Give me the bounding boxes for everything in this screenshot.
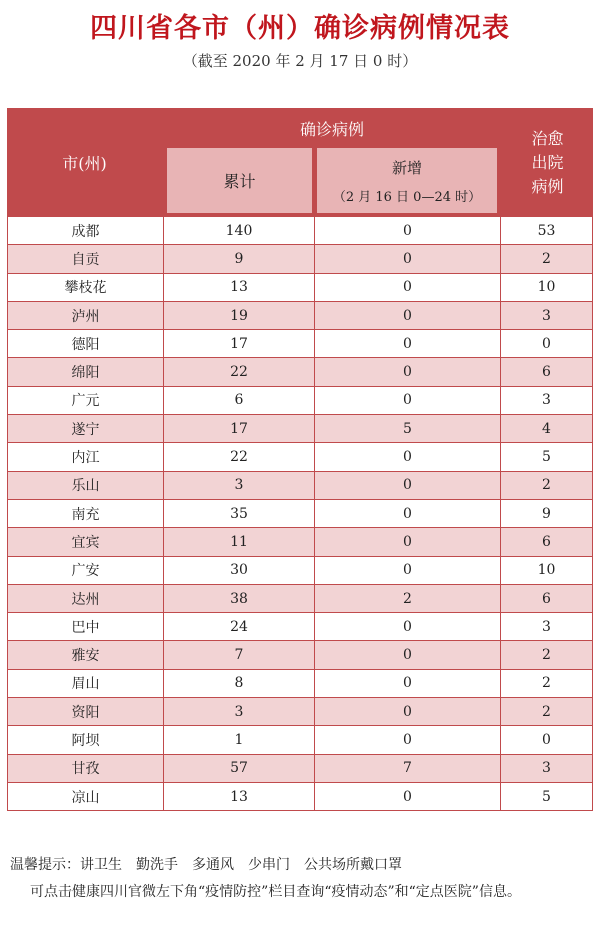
cured-cell: 6 — [542, 533, 551, 550]
city-cell: 乐山 — [8, 472, 164, 499]
total-cell: 13 — [164, 274, 315, 301]
total-cell: 8 — [164, 670, 315, 697]
table-row — [8, 500, 592, 528]
table-row — [8, 755, 592, 783]
total-cell: 24 — [164, 613, 315, 640]
new-cell: 0 — [315, 358, 501, 385]
cured-cell: 3 — [542, 307, 551, 324]
city-cell: 雅安 — [8, 641, 164, 668]
header-new — [317, 148, 497, 213]
total-cell: 38 — [164, 585, 315, 612]
total-cell: 19 — [164, 302, 315, 329]
city-cell: 自贡 — [8, 245, 164, 272]
tip-text: 温馨提示：讲卫生 勤洗手 多通风 少串门 公共场所戴口罩 — [10, 857, 402, 873]
header-confirmed: 确诊病例 — [299, 119, 364, 139]
cured-cell: 2 — [542, 477, 551, 494]
cured-cell: 3 — [542, 618, 551, 635]
city-cell: 泸州 — [8, 302, 164, 329]
city-cell: 广元 — [8, 387, 164, 414]
table-row — [8, 217, 592, 245]
cured-cell: 3 — [542, 760, 551, 777]
total-cell: 3 — [164, 698, 315, 725]
table-row — [8, 358, 592, 386]
table-row — [8, 670, 592, 698]
cured-cell: 6 — [542, 590, 551, 607]
cured-cell: 53 — [537, 222, 556, 239]
new-cell: 0 — [315, 698, 501, 725]
total-cell: 9 — [164, 245, 315, 272]
cured-cell: 2 — [542, 675, 551, 692]
city-cell: 攀枝花 — [8, 274, 164, 301]
table-row — [8, 274, 592, 302]
cured-cell: 2 — [542, 703, 551, 720]
new-cell: 0 — [315, 528, 501, 555]
table-header — [7, 108, 593, 217]
header-cured-3: 病例 — [531, 176, 564, 196]
total-cell: 1 — [164, 726, 315, 753]
header-cured-2: 出院 — [531, 152, 564, 172]
new-cell: 0 — [315, 557, 501, 584]
table-row — [8, 613, 592, 641]
header-new-period: （2 月 16 日 0—24 时） — [332, 189, 482, 205]
total-cell: 13 — [164, 783, 315, 810]
total-cell: 140 — [164, 217, 315, 244]
cases-table — [7, 108, 593, 811]
table-row — [8, 415, 592, 443]
total-cell: 11 — [164, 528, 315, 555]
new-cell: 0 — [315, 783, 501, 810]
table-row — [8, 245, 592, 273]
city-cell: 凉山 — [8, 783, 164, 810]
new-cell: 0 — [315, 641, 501, 668]
total-cell: 17 — [164, 330, 315, 357]
total-cell: 30 — [164, 557, 315, 584]
city-cell: 内江 — [8, 443, 164, 470]
city-cell: 绵阳 — [8, 358, 164, 385]
table-row — [8, 330, 592, 358]
table-row — [8, 387, 592, 415]
page-title: 四川省各市（州）确诊病例情况表 — [90, 13, 510, 44]
table-row — [8, 698, 592, 726]
total-cell: 6 — [164, 387, 315, 414]
header-new-label: 新增 — [391, 158, 422, 177]
city-cell: 南充 — [8, 500, 164, 527]
table-row — [8, 528, 592, 556]
city-cell: 宜宾 — [8, 528, 164, 555]
new-cell: 0 — [315, 500, 501, 527]
table-row — [8, 443, 592, 471]
new-cell: 0 — [315, 245, 501, 272]
new-cell: 0 — [315, 726, 501, 753]
cured-cell: 5 — [542, 788, 551, 805]
table-row — [8, 557, 592, 585]
cured-cell: 0 — [542, 335, 551, 352]
total-cell: 57 — [164, 755, 315, 782]
cured-cell: 5 — [542, 449, 551, 466]
table-row — [8, 641, 592, 669]
total-cell: 22 — [164, 443, 315, 470]
new-cell: 2 — [315, 585, 501, 612]
city-cell: 广安 — [8, 557, 164, 584]
header-city: 市(州) — [62, 154, 107, 173]
header-cured-1: 治愈 — [531, 128, 564, 148]
new-cell: 0 — [315, 613, 501, 640]
city-cell: 达州 — [8, 585, 164, 612]
table-row — [8, 726, 592, 754]
page-subtitle: （截至 2020 年 2 月 17 日 0 时） — [182, 52, 418, 70]
total-cell: 3 — [164, 472, 315, 499]
cured-cell: 6 — [542, 364, 551, 381]
new-cell: 7 — [315, 755, 501, 782]
cured-cell: 10 — [537, 279, 556, 296]
new-cell: 5 — [315, 415, 501, 442]
cured-cell: 4 — [542, 420, 551, 437]
new-cell: 0 — [315, 274, 501, 301]
new-cell: 0 — [315, 443, 501, 470]
total-cell: 17 — [164, 415, 315, 442]
cured-cell: 2 — [542, 647, 551, 664]
city-cell: 阿坝 — [8, 726, 164, 753]
city-cell: 眉山 — [8, 670, 164, 697]
city-cell: 资阳 — [8, 698, 164, 725]
city-cell: 甘孜 — [8, 755, 164, 782]
cured-cell: 10 — [537, 562, 556, 579]
new-cell: 0 — [315, 387, 501, 414]
cured-cell: 0 — [542, 731, 551, 748]
header-cumulative: 累计 — [167, 148, 312, 213]
header-cured — [502, 108, 593, 217]
city-cell: 巴中 — [8, 613, 164, 640]
new-cell: 0 — [315, 217, 501, 244]
city-cell: 遂宁 — [8, 415, 164, 442]
new-cell: 0 — [315, 302, 501, 329]
new-cell: 0 — [315, 670, 501, 697]
table-body — [7, 217, 593, 811]
total-cell: 7 — [164, 641, 315, 668]
table-row — [8, 302, 592, 330]
total-cell: 35 — [164, 500, 315, 527]
city-cell: 德阳 — [8, 330, 164, 357]
cured-cell: 2 — [542, 250, 551, 267]
new-cell: 0 — [315, 472, 501, 499]
city-cell: 成都 — [8, 217, 164, 244]
table-row — [8, 472, 592, 500]
table-row — [8, 783, 592, 811]
total-cell: 22 — [164, 358, 315, 385]
new-cell: 0 — [315, 330, 501, 357]
note-text: 可点击健康四川官微左下角“疫情防控”栏目查询“疫情动态”和“定点医院”信息。 — [30, 884, 521, 900]
cured-cell: 3 — [542, 392, 551, 409]
table-row — [8, 585, 592, 613]
cured-cell: 9 — [542, 505, 551, 522]
